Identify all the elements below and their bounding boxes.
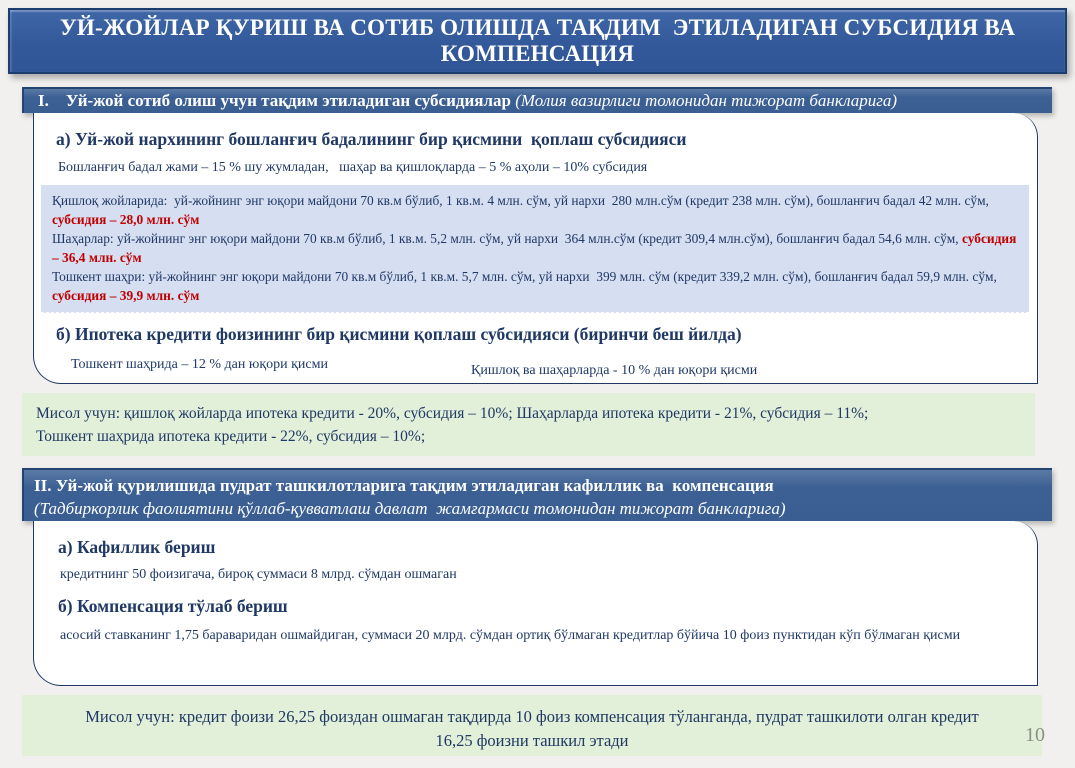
section2-header-bar	[22, 468, 1052, 521]
section2-content-box	[33, 521, 1038, 686]
section1-sub-a-title: а) Уй-жой нархининг бошланғич бадалининг бир қисмини қоплаш субсидияси	[56, 129, 687, 149]
initial-payment-line: Бошланғич бадал жами – 15 % шу жумладан, шаҳар ва қишлоқларда – 5 % аҳоли – 10% субсидия	[58, 160, 648, 175]
info-item-rural	[52, 191, 1018, 229]
section1-header-bar	[22, 87, 1052, 113]
info-item-rural-text: Қишлоқ жойларида: уй-жойнинг энг юқори майдони 70 кв.м бўлиб, 1 кв.м. 4 млн. сўм, уй нархи 280 млн.сўм (кредит 238 млн. сўм), бошланғич бадал 42 млн. сўм,	[52, 193, 993, 208]
compensation-text: асосий ставканинг 1,75 бараваридан ошмайдиган, суммаси 20 млрд. сўмдан ортиқ бўлмаган кредитлар бўйича 10 фоиз пунктидан кўп бўлмаган қисми	[60, 628, 961, 643]
slide-title-bar	[8, 8, 1067, 74]
section2-sub-a-title: а) Кафиллик бериш	[58, 537, 216, 557]
slide-title: УЙ-ЖОЙЛАР ҚУРИШ ВА СОТИБ ОЛИШДА ТАҚДИМ ЭТИЛАДИГАН СУБСИДИЯ ВА КОМПЕНСАЦИЯ	[59, 15, 1022, 66]
section1-example-line2: Тошкент шаҳрида ипотека кредити - 22%, субсидия – 10%;	[36, 428, 426, 445]
section1-sub-b-title: б) Ипотека кредити фоизининг бир қисмини қоплаш субсидияси (биринчи беш йилда)	[56, 324, 742, 344]
subsidy-info-box	[41, 185, 1029, 313]
info-item-cities-text: Шаҳарлар: уй-жойнинг энг юқори майдони 70 кв.м бўлиб, 1 кв.м. 5,2 млн. сўм, уй нархи 364 млн.сўм (кредит 309,4 млн.сўм), бошланғич бадал 54,6 млн. сўм,	[52, 231, 962, 246]
section2-sub-b-title: б) Компенсация тўлаб бериш	[58, 596, 288, 616]
info-item-tashkent	[52, 267, 1018, 305]
section1-heading: I. Уй-жой сотиб олиш учун тақдим этиладиган субсидиялар	[38, 91, 516, 110]
section2-example-box	[22, 695, 1042, 756]
info-item-rural-subsidy: субсидия – 28,0 млн. сўм	[52, 212, 200, 227]
rate-rural-cities: Қишлоқ ва шаҳарларда - 10 % дан юқори қисми	[471, 363, 758, 378]
section1-heading-subtitle: (Молия вазирлиги томонидан тижорат банкларига)	[515, 91, 898, 110]
info-item-cities	[52, 229, 1018, 267]
mortgage-rate-row	[71, 357, 1037, 379]
rate-tashkent: Тошкент шаҳрида – 12 % дан юқори қисми	[71, 357, 328, 372]
section1-example-box	[22, 393, 1035, 456]
section2-heading: II. Уй-жой қурилишида пудрат ташкилотларига тақдим этиладиган кафиллик ва компенсация	[34, 476, 774, 495]
info-item-tashkent-text: Тошкент шаҳри: уй-жойнинг энг юқори майдони 70 кв.м бўлиб, 1 кв.м. 5,7 млн. сўм, уй нархи 399 млн. сўм (кредит 339,2 млн. сўм), бошланғич бадал 59,9 млн. сўм,	[52, 269, 1001, 284]
section1-example-line1: Мисол учун: қишлоқ жойларда ипотека кредити - 20%, субсидия – 10%; Шаҳарларда ипотека кредити - 21%, субсидия – 11%;	[36, 405, 869, 422]
info-item-tashkent-subsidy: субсидия – 39,9 млн. сўм	[52, 288, 200, 303]
section2-heading-subtitle: (Тадбиркорлик фаолиятини қўллаб-қувватлаш давлат жамғармаси томонидан тижорат банкларига)	[34, 499, 786, 518]
section2-example-line1: Мисол учун: кредит фоизи 26,25 фоиздан ошмаган тақдирда 10 фоиз компенсация тўланганда, пудрат ташкилоти олган кредит	[85, 707, 979, 726]
info-item-cities-subsidy: субсидия – 36,4 млн. сўм	[52, 231, 1020, 265]
page-number: 10	[1025, 724, 1045, 746]
section2-example-line2: 16,25 фоизни ташкил этади	[435, 731, 629, 750]
section1-content-box	[33, 113, 1038, 384]
guarantee-text: кредитнинг 50 фоизигача, бироқ суммаси 8 млрд. сўмдан ошмаган	[60, 567, 457, 582]
